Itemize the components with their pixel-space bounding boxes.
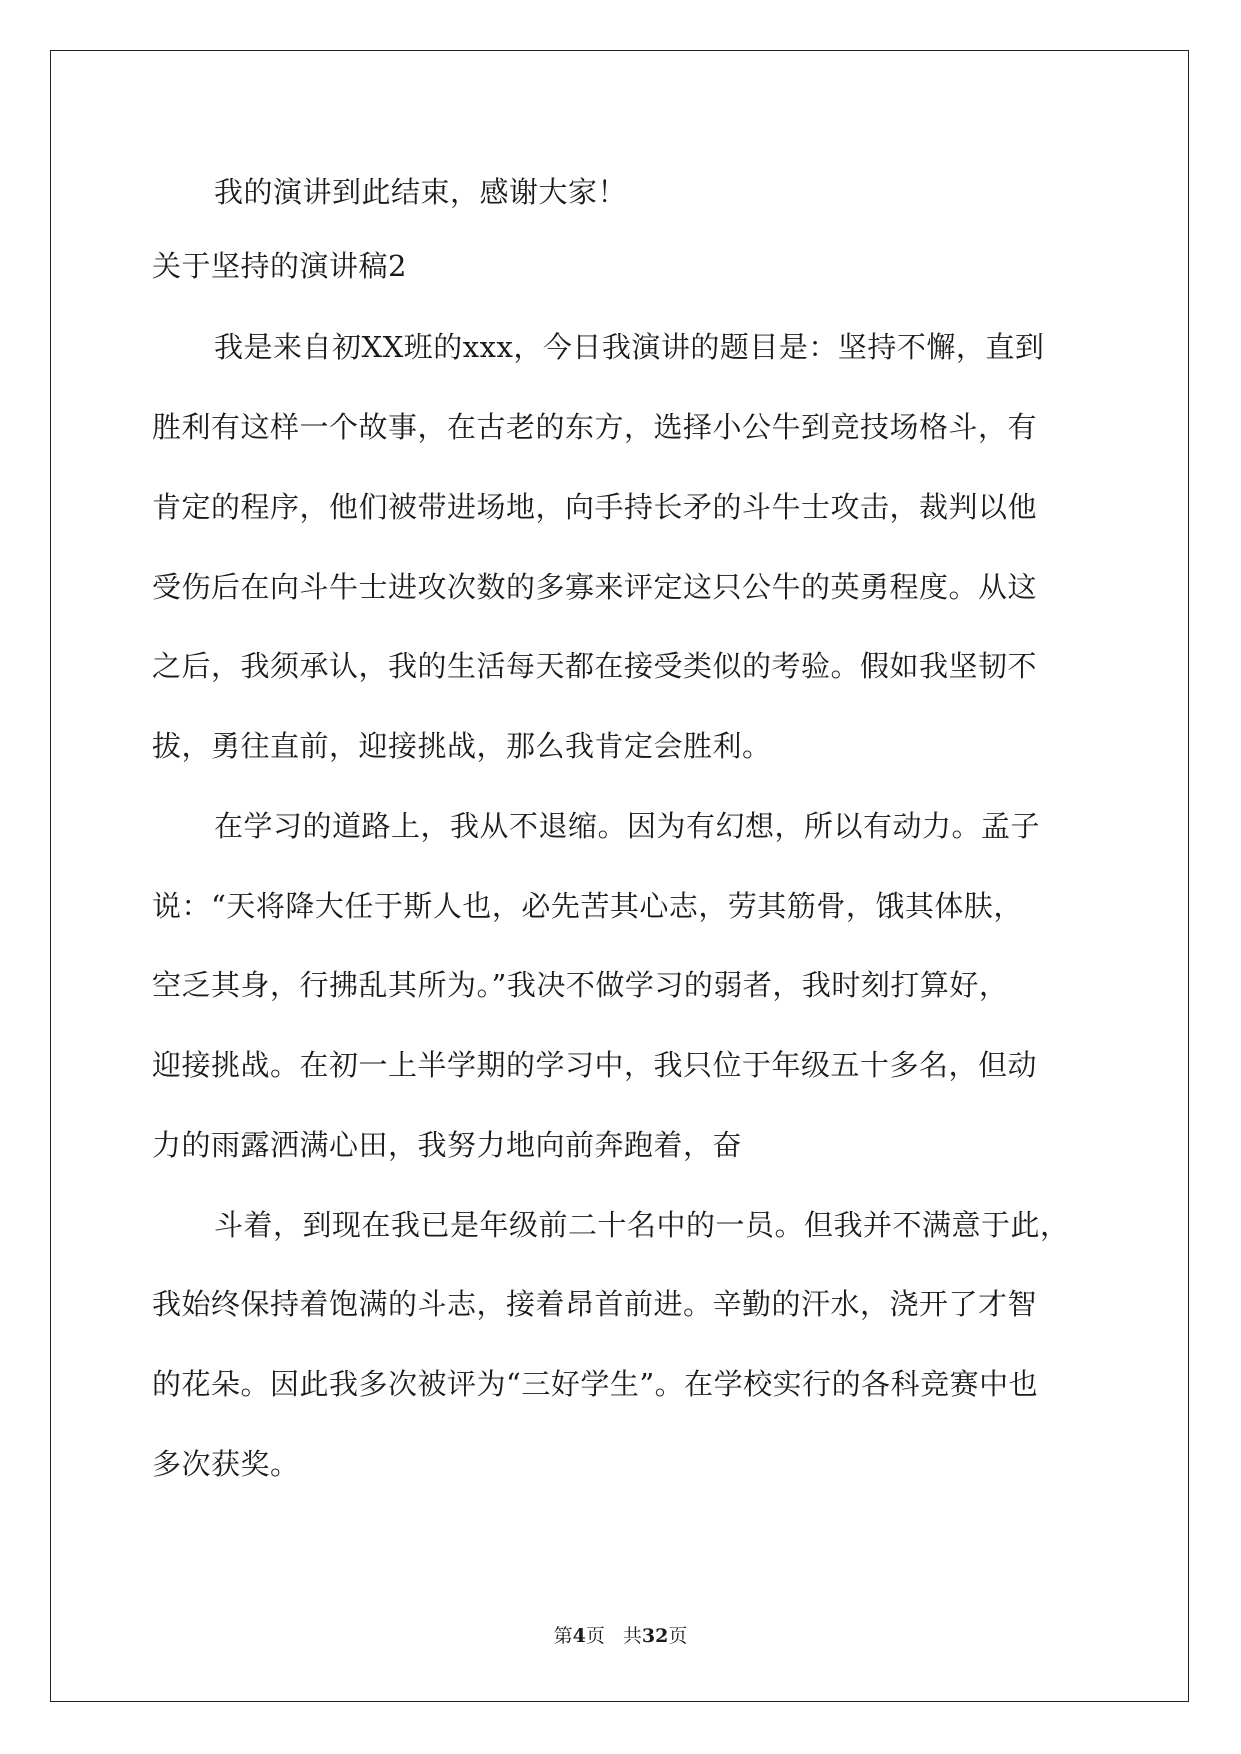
paragraph-line: 的花朵。因此我多次被评为“三好学生”。在学校实行的各科竞赛中也 — [152, 1367, 1039, 1401]
paragraph-line: 受伤后在向斗牛士进攻次数的多寡来评定这只公牛的英勇程度。从这 — [152, 570, 1038, 604]
paragraph-line: 肯定的程序，他们被带进场地，向手持长矛的斗牛士攻击，裁判以他 — [152, 490, 1038, 524]
page-footer — [0, 1624, 1241, 1648]
paragraph-line: 在学习的道路上，我从不退缩。因为有幻想，所以有动力。孟子 — [214, 809, 1041, 843]
paragraph-line: 我始终保持着饱满的斗志，接着昂首前进。辛勤的汗水，浇开了才智 — [152, 1287, 1038, 1321]
paragraph-line: 多次获奖。 — [152, 1447, 300, 1481]
paragraph-line: 空乏其身，行拂乱其所为。”我决不做学习的弱者，我时刻打算好， — [152, 968, 1009, 1002]
paragraph-line: 拔，勇往直前，迎接挑战，那么我肯定会胜利。 — [152, 729, 772, 763]
paragraph-line: 我是来自初XX班的xxx，今日我演讲的题目是：坚持不懈，直到 — [214, 330, 1045, 364]
paragraph-line: 斗着，到现在我已是年级前二十名中的一员。但我并不满意于此， — [214, 1208, 1070, 1242]
page-prefix: 第 — [553, 1625, 573, 1647]
paragraph-line: 迎接挑战。在初一上半学期的学习中，我只位于年级五十多名，但动 — [152, 1048, 1038, 1082]
total-prefix: 共 — [622, 1625, 642, 1647]
total-suffix: 页 — [668, 1625, 688, 1647]
page-number: 4 — [572, 1625, 586, 1647]
section-heading: 关于坚持的演讲稿2 — [152, 249, 407, 283]
closing-line: 我的演讲到此结束，感谢大家！ — [214, 175, 628, 209]
paragraph-line: 力的雨露洒满心田，我努力地向前奔跑着，奋 — [152, 1128, 743, 1162]
paragraph-line: 说：“天将降大任于斯人也，必先苦其心志，劳其筋骨，饿其体肤， — [152, 889, 1023, 923]
total-pages: 32 — [641, 1625, 669, 1647]
paragraph-line: 胜利有这样一个故事，在古老的东方，选择小公牛到竞技场格斗，有 — [152, 410, 1038, 444]
page-suffix: 页 — [585, 1625, 605, 1647]
paragraph-line: 之后，我须承认，我的生活每天都在接受类似的考验。假如我坚韧不 — [152, 649, 1038, 683]
